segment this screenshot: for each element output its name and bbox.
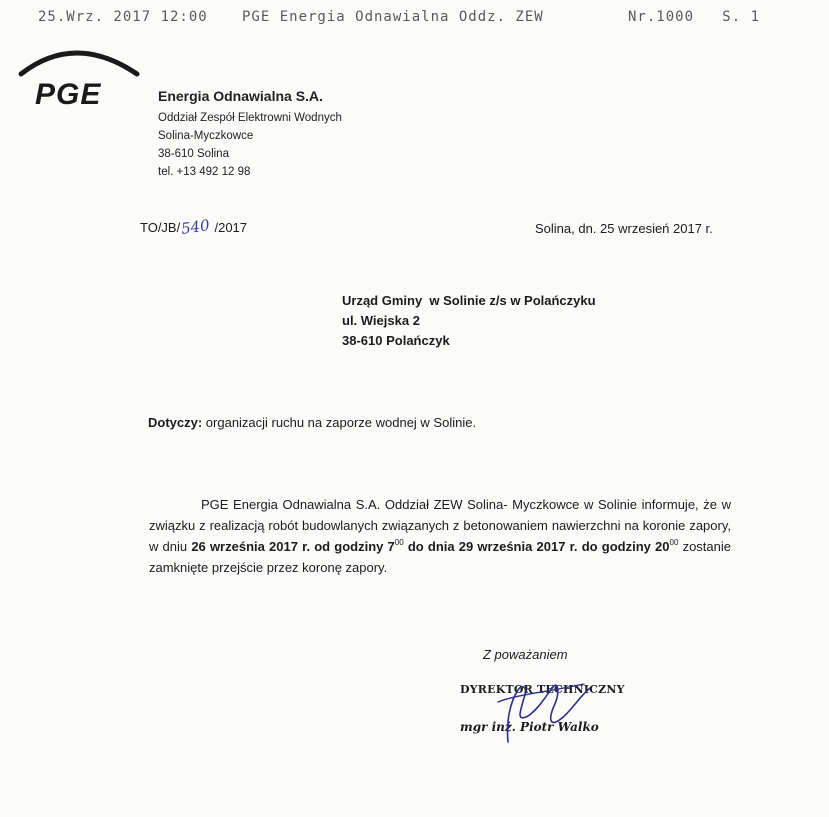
reference-prefix: TO/JB/ bbox=[140, 220, 181, 235]
reference-number bbox=[140, 218, 247, 236]
fax-header-page-number: Nr.1000 S. 1 bbox=[628, 9, 761, 25]
sender-address-line: 38-610 Solina bbox=[158, 148, 229, 160]
recipient-street: ul. Wiejska 2 bbox=[342, 313, 420, 328]
pge-logo-text: PGE bbox=[35, 78, 102, 110]
place-and-date: Solina, dn. 25 wrzesień 2017 r. bbox=[535, 221, 713, 236]
handwritten-signature-icon bbox=[488, 672, 598, 747]
body-sup: 00 bbox=[394, 538, 404, 547]
fax-header-sender: PGE Energia Odnawialna Oddz. ZEW bbox=[242, 9, 544, 25]
reference-suffix: /2017 bbox=[210, 220, 248, 235]
recipient-name: Urząd Gminy w Solinie z/s w Polańczyku bbox=[342, 293, 596, 308]
body-sup: 00 bbox=[669, 538, 679, 547]
body-date-from: 26 września 2017 r. od godziny 7 bbox=[191, 539, 395, 554]
subject-line bbox=[148, 415, 476, 430]
recipient-city: 38-610 Polańczyk bbox=[342, 333, 450, 348]
sender-phone: tel. +13 492 12 98 bbox=[158, 166, 251, 178]
subject-text: organizacji ruchu na zaporze wodnej w Solinie. bbox=[202, 415, 477, 430]
sender-address-line: Oddział Zespół Elektrowni Wodnych bbox=[158, 112, 342, 124]
body-text: PGE Energia Odnawialna S.A. Oddział ZEW Solina- Myczkowce w Solinie informuje, że w związku z realizacją robót budowlanych związanych z betonowaniem nawierzchni na koronie zapory, w dniu bbox=[149, 497, 731, 554]
sender-address-line: Solina-Myczkowce bbox=[158, 130, 254, 142]
subject-label: Dotyczy: bbox=[148, 415, 203, 430]
stamp-title: DYREKTOR TECHNICZNY bbox=[460, 683, 625, 696]
stamp-name: mgr inż. Piotr Walko bbox=[460, 720, 599, 734]
pge-logo bbox=[15, 40, 140, 110]
fax-header-date: 25.Wrz. 2017 12:00 bbox=[38, 9, 208, 25]
sender-company-name: Energia Odnawialna S.A. bbox=[158, 88, 323, 104]
body-text-end: zostanie zamknięte przejście przez koronę zapory. bbox=[149, 539, 731, 575]
letter-body bbox=[149, 494, 731, 578]
closing-salutation: Z poważaniem bbox=[483, 647, 568, 662]
body-date-to: 29 września 2017 r. do godziny 20 bbox=[458, 539, 670, 554]
body-text-connector: do dnia bbox=[403, 539, 459, 554]
reference-handwritten-number: 540 bbox=[180, 216, 211, 238]
body-paragraph bbox=[149, 494, 731, 578]
